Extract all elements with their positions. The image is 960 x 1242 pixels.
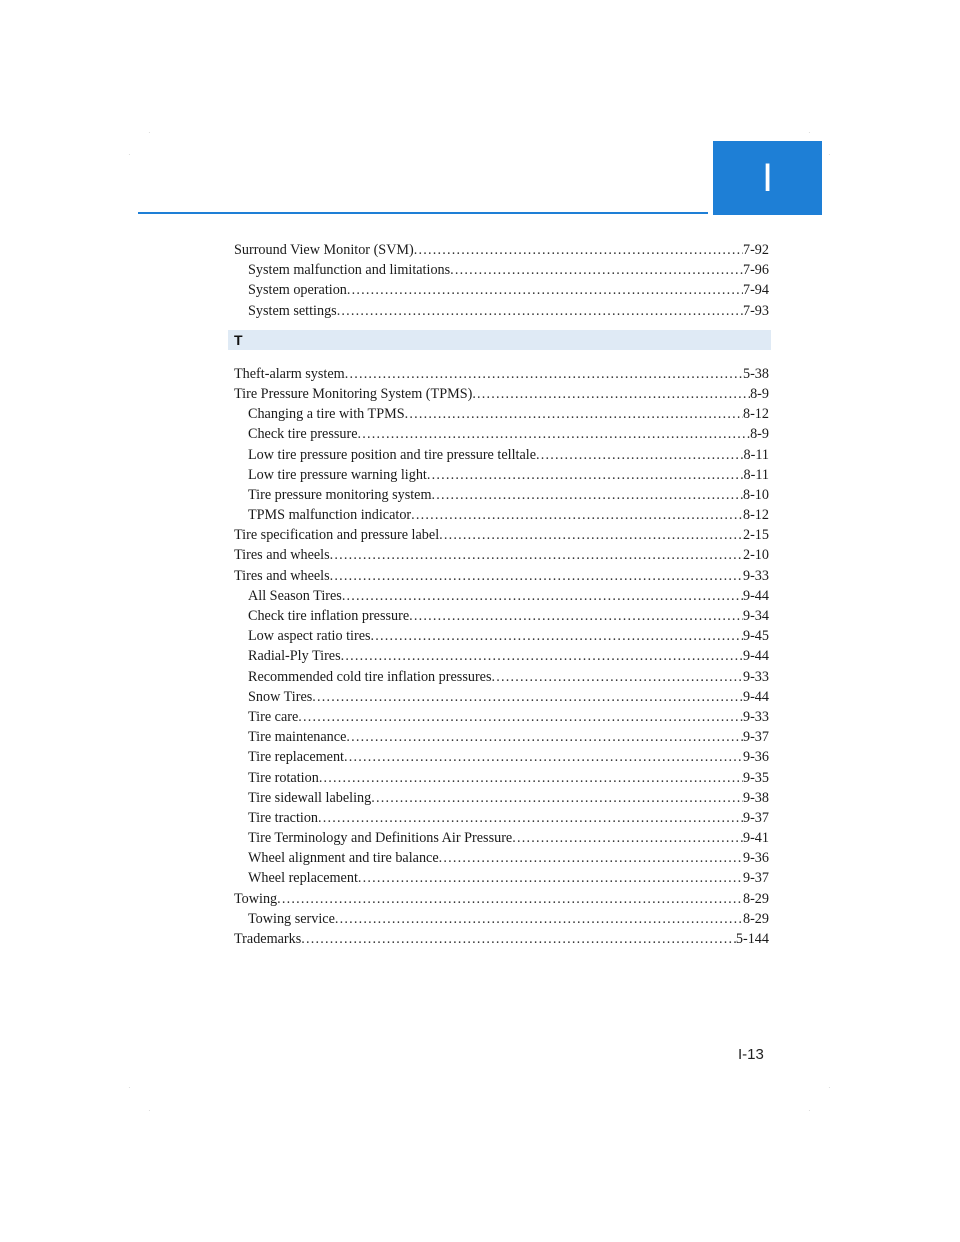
entry-label: Tires and wheels: [234, 567, 330, 584]
index-entry: [234, 889, 769, 909]
entry-label: Tire Terminology and Definitions Air Pressure: [248, 830, 513, 847]
index-subentry: [234, 280, 769, 300]
entry-page: 9-45: [742, 628, 769, 645]
entry-label: Towing: [234, 890, 278, 907]
dot-leader: [330, 566, 743, 586]
index-subentry: [234, 868, 769, 888]
crop-mark: ·: [808, 128, 811, 137]
entry-page: 9-41: [742, 830, 769, 847]
entry-page: 9-33: [742, 708, 769, 725]
entry-label: Tire care: [248, 708, 299, 725]
entry-page: 8-11: [743, 446, 769, 463]
entry-page: 8-11: [743, 466, 769, 483]
entry-page: 9-34: [742, 608, 769, 624]
index-subentry: [234, 404, 769, 424]
index-subentry: [234, 687, 769, 707]
dot-leader: [301, 929, 736, 949]
dot-leader: [345, 364, 743, 384]
crop-mark: ·: [128, 150, 131, 159]
entry-label: System malfunction and limitations: [248, 262, 451, 279]
entry-page: 2-15: [742, 527, 769, 544]
entry-label: Low tire pressure warning light: [248, 466, 427, 483]
entry-page: 7-96: [742, 262, 769, 279]
index-entry: [234, 364, 769, 384]
dot-leader: [432, 485, 743, 505]
chapter-tab: [713, 141, 822, 215]
entry-label: Tires and wheels: [234, 547, 330, 564]
entry-label: Check tire pressure: [248, 426, 358, 443]
dot-leader: [318, 808, 743, 828]
index-entry: [234, 525, 769, 545]
entry-label: Snow Tires: [248, 688, 313, 705]
crop-mark: ·: [828, 1083, 831, 1092]
dot-leader: [512, 828, 743, 848]
entry-page: 9-33: [742, 668, 769, 685]
index-subentry: [234, 727, 769, 747]
index-subentry: [234, 301, 769, 321]
dot-leader: [358, 868, 743, 888]
entry-page: 9-37: [742, 870, 769, 887]
crop-mark: ·: [828, 150, 831, 159]
entry-label: Low aspect ratio tires: [248, 628, 371, 645]
index-subentry: [234, 788, 769, 808]
entry-page: 9-38: [742, 789, 769, 806]
dot-leader: [277, 889, 743, 909]
dot-leader: [358, 424, 751, 444]
dot-leader: [330, 545, 743, 565]
dot-leader: [409, 606, 743, 626]
entry-page: 7-92: [742, 242, 769, 258]
section-letter: T: [234, 331, 243, 348]
entry-label: Tire pressure monitoring system: [248, 486, 432, 503]
index-subentry: [234, 485, 769, 505]
entry-label: Tire rotation: [248, 769, 319, 786]
index-subentry: [234, 626, 769, 646]
entry-page: 9-35: [742, 769, 769, 786]
chapter-tab-letter: I: [761, 156, 774, 200]
entry-label: TPMS malfunction indicator: [248, 507, 412, 524]
entry-page: 7-93: [742, 302, 769, 319]
dot-leader: [411, 505, 743, 525]
dot-leader: [341, 646, 743, 666]
index-subentry: [234, 646, 769, 666]
entry-page: 8-29: [742, 910, 769, 927]
index-entry: [234, 929, 769, 949]
index-subentry: [234, 667, 769, 687]
entry-label: Towing service: [248, 910, 335, 927]
dot-leader: [371, 788, 743, 808]
page-number: I-13: [738, 1046, 764, 1063]
dot-leader: [344, 747, 743, 767]
entry-page: 8-9: [750, 385, 769, 402]
entry-label: System settings: [248, 302, 337, 319]
index-subentry: [234, 707, 769, 727]
entry-page: 9-44: [742, 587, 769, 604]
index-entry: [234, 240, 769, 260]
entry-label: Radial-Ply Tires: [248, 648, 341, 665]
entry-label: Wheel replacement: [248, 870, 358, 887]
index-subentry: [234, 445, 769, 465]
dot-leader: [371, 626, 743, 646]
entry-page: 9-36: [742, 850, 769, 867]
dot-leader: [346, 727, 743, 747]
entry-label: All Season Tires: [248, 587, 342, 604]
dot-leader: [342, 586, 743, 606]
index-subentry: [234, 768, 769, 788]
entry-page: 9-37: [742, 729, 769, 746]
dot-leader: [405, 404, 743, 424]
entry-label: System operation: [248, 282, 347, 299]
dot-leader: [319, 768, 743, 788]
dot-leader: [450, 260, 743, 280]
crop-mark: ·: [148, 1106, 151, 1115]
entry-page: 2-10: [742, 547, 769, 564]
dot-leader: [312, 687, 743, 707]
index-subentry: [234, 828, 769, 848]
entry-label: Tire maintenance: [248, 729, 347, 746]
dot-leader: [536, 445, 744, 465]
entry-page: 8-10: [742, 486, 769, 503]
entry-page: 7-94: [742, 282, 769, 299]
entry-page: 5-38: [742, 365, 769, 382]
dot-leader: [335, 909, 743, 929]
index-subentry: [234, 465, 769, 485]
index-subentry: [234, 848, 769, 868]
dot-leader: [439, 525, 743, 545]
entry-label: Changing a tire with TPMS: [248, 406, 405, 423]
entry-label: Tire sidewall labeling: [248, 789, 372, 806]
entry-label: Tire Pressure Monitoring System (TPMS): [234, 385, 473, 402]
entry-label: Tire specification and pressure label: [234, 527, 440, 544]
section-header: [228, 330, 771, 350]
index-subentry: [234, 586, 769, 606]
index-entry: [234, 384, 769, 404]
index-subentry: [234, 909, 769, 929]
dot-leader: [347, 280, 743, 300]
dot-leader: [491, 667, 743, 687]
index-subentry: [234, 260, 769, 280]
dot-leader: [337, 301, 743, 321]
index-subentry: [234, 505, 769, 525]
entry-label: Tire replacement: [248, 749, 344, 766]
entry-label: Surround View Monitor (SVM): [234, 242, 414, 258]
entry-page: 9-36: [742, 749, 769, 766]
entry-page: 9-44: [742, 648, 769, 665]
index-entry: [234, 566, 769, 586]
entry-label: Low tire pressure position and tire pressure telltale: [248, 446, 536, 463]
entry-label: Wheel alignment and tire balance: [248, 850, 439, 867]
entry-label: Tire traction: [248, 809, 319, 826]
entry-page: 9-33: [742, 567, 769, 584]
entry-page: 8-12: [742, 507, 769, 524]
entry-label: Theft-alarm system: [234, 365, 345, 382]
entry-label: Check tire inflation pressure: [248, 608, 410, 624]
index-subentry: [234, 424, 769, 444]
index-entry: [234, 545, 769, 565]
index-list: [234, 240, 769, 949]
header-rule: [138, 212, 708, 214]
dot-leader: [439, 848, 743, 868]
entry-page: 8-9: [750, 426, 769, 443]
crop-mark: ·: [128, 1083, 131, 1092]
entry-page: 8-12: [742, 406, 769, 423]
dot-leader: [472, 384, 750, 404]
entry-label: Recommended cold tire inflation pressures: [248, 668, 492, 685]
entry-page: 9-37: [742, 809, 769, 826]
dot-leader: [427, 465, 744, 485]
entry-page: 9-44: [742, 688, 769, 705]
index-subentry: [234, 747, 769, 767]
dot-leader: [298, 707, 743, 727]
crop-mark: ·: [808, 1106, 811, 1115]
crop-mark: ·: [148, 128, 151, 137]
entry-page: 5-144: [735, 931, 769, 947]
dot-leader: [414, 240, 743, 260]
index-subentry: [234, 606, 769, 626]
entry-label: Trademarks: [234, 931, 302, 947]
index-subentry: [234, 808, 769, 828]
entry-page: 8-29: [742, 890, 769, 907]
